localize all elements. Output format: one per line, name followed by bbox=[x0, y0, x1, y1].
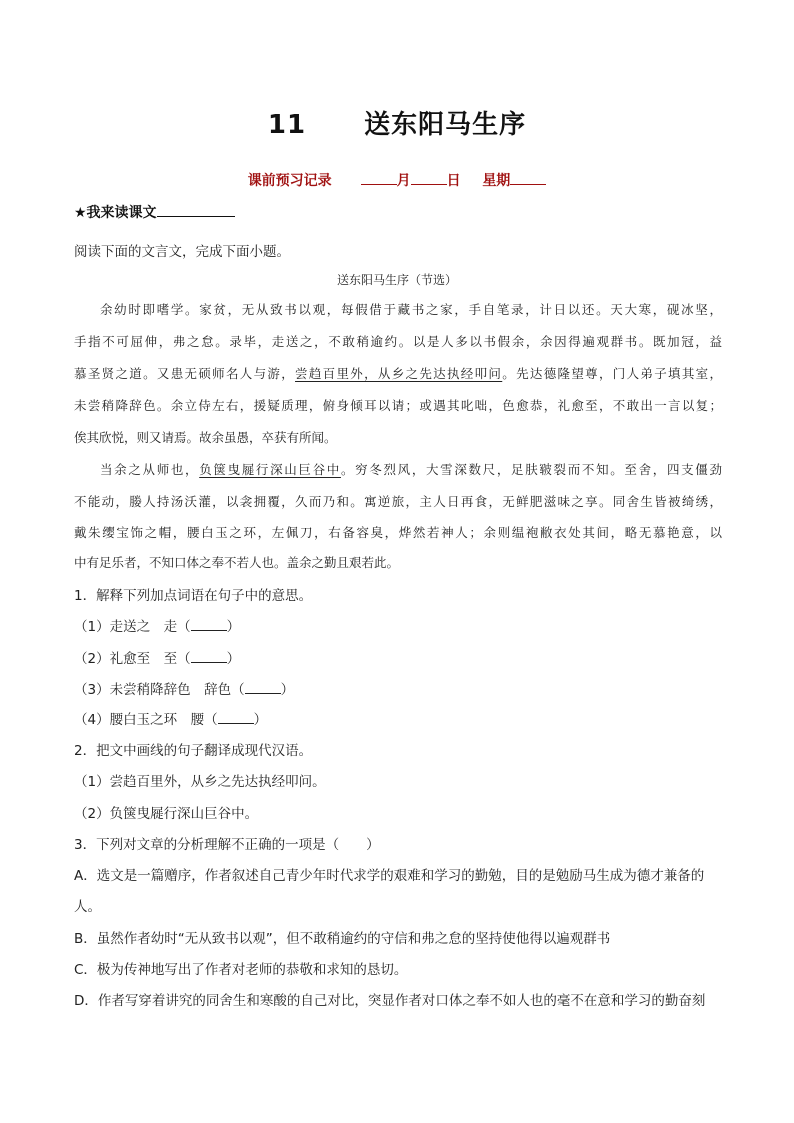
passage-line: 余幼时即嗜学。家贫，无从致书以观，每假借于藏书之家，手自笔录，计日以还。天大寒，砚冰坚， bbox=[100, 302, 722, 317]
passage-line: 手指不可屈伸，弗之怠。录毕，走送之，不敢稍逾约。以是人多以书假余，余因得遍观群书。既加冠，益 bbox=[74, 334, 722, 349]
option-d[interactable]: D．作者写穿着讲究的同舍生和寒酸的自己对比，突显作者对口体之奉不如人也的毫不在意和学习的勤奋刻 bbox=[74, 993, 706, 1009]
close-paren: ） bbox=[226, 651, 241, 667]
weekday-label: 星期 bbox=[482, 173, 511, 189]
question-1-item bbox=[74, 615, 240, 635]
close-paren: ） bbox=[253, 712, 268, 728]
passage-line: 戴朱缨宝饰之帽，腰白玉之环，左佩刀，右备容臭，烨然若神人；余则缊袍敝衣处其间，略无慕艳意，以 bbox=[74, 525, 722, 540]
page-title bbox=[0, 104, 794, 141]
underlined-sentence-1: 尝趋百里外，从乡之先达执经叩问 bbox=[295, 366, 503, 381]
passage-line: 未尝稍降辞色。余立侍左右，援疑质理，俯身倾耳以请；或遇其叱咄，色愈恭，礼愈至，不敢出一言以复； bbox=[74, 398, 722, 413]
option-a-continued: 人。 bbox=[74, 899, 101, 915]
question-2: 2．把文中画线的句子翻译成现代汉语。 bbox=[74, 743, 313, 759]
passage-title: 送东阳马生序（节选） bbox=[336, 273, 457, 287]
passage-line bbox=[74, 364, 722, 382]
section-heading bbox=[74, 202, 235, 222]
section-heading-underline bbox=[157, 202, 235, 217]
question-text: （2）礼愈至 至（ bbox=[74, 651, 191, 667]
passage-text: 。先达德隆望尊，门人弟子填其室， bbox=[502, 366, 722, 381]
close-paren: ） bbox=[280, 682, 295, 698]
question-2-item: （1）尝趋百里外，从乡之先达执经叩问。 bbox=[74, 774, 326, 790]
day-blank[interactable] bbox=[411, 170, 447, 185]
question-1-item bbox=[74, 647, 240, 667]
day-label: 日 bbox=[446, 173, 461, 189]
question-1-item bbox=[74, 678, 294, 698]
close-paren: ） bbox=[226, 619, 241, 635]
answer-blank[interactable] bbox=[191, 617, 227, 631]
option-c[interactable]: C．极为传神地写出了作者对老师的恭敬和求知的恳切。 bbox=[74, 962, 408, 978]
option-b[interactable]: B．虽然作者幼时“无从致书以观”，但不敢稍逾约的守信和弗之怠的坚持使他得以遍观群书 bbox=[74, 931, 611, 947]
question-3: 3．下列对文章的分析理解不正确的一项是（ ） bbox=[74, 837, 380, 853]
passage-line: 不能动，媵人持汤沃灌，以衾拥覆，久而乃和。寓逆旅，主人日再食，无鲜肥滋味之享。同舍生皆被绮绣， bbox=[74, 494, 722, 509]
passage-line bbox=[74, 460, 722, 478]
instruction-text: 阅读下面的文言文，完成下面小题。 bbox=[74, 244, 290, 260]
section-heading-text: ★我来读课文 bbox=[74, 205, 157, 221]
answer-blank[interactable] bbox=[191, 649, 227, 663]
lesson-number: 11 bbox=[267, 110, 307, 140]
lesson-title: 送东阳马生序 bbox=[364, 110, 527, 140]
month-blank[interactable] bbox=[361, 170, 397, 185]
question-text: （3）未尝稍降辞色 辞色（ bbox=[74, 682, 245, 698]
passage-line: 俟其欣悦，则又请焉。故余虽愚，卒获有所闻。 bbox=[74, 430, 337, 445]
answer-blank[interactable] bbox=[245, 680, 281, 694]
question-1-item bbox=[74, 708, 267, 728]
record-label: 课前预习记录 bbox=[247, 173, 332, 189]
answer-blank[interactable] bbox=[218, 710, 254, 724]
question-text: （1）走送之 走（ bbox=[74, 619, 191, 635]
passage-text: 当余之从师也， bbox=[100, 462, 200, 477]
preview-record-line bbox=[0, 170, 794, 190]
month-label: 月 bbox=[396, 173, 411, 189]
question-1: 1．解释下列加点词语在句子中的意思。 bbox=[74, 588, 313, 604]
option-a[interactable]: A．选文是一篇赠序，作者叙述自己青少年时代求学的艰难和学习的勤勉，目的是勉励马生成为德才兼备的 bbox=[74, 868, 705, 884]
question-text: （4）腰白玉之环 腰（ bbox=[74, 712, 218, 728]
weekday-blank[interactable] bbox=[510, 170, 546, 185]
passage-text: 。穷冬烈风，大雪深数尺，足肤皲裂而不知。至舍，四支僵劲 bbox=[340, 462, 722, 477]
underlined-sentence-2: 负箧曳屣行深山巨谷中 bbox=[199, 462, 341, 477]
passage-text: 慕圣贤之道。又患无硕师名人与游， bbox=[74, 366, 296, 381]
passage-line: 中有足乐者，不知口体之奉不若人也。盖余之勤且艰若此。 bbox=[74, 555, 400, 570]
question-2-item: （2）负箧曳屣行深山巨谷中。 bbox=[74, 806, 259, 822]
